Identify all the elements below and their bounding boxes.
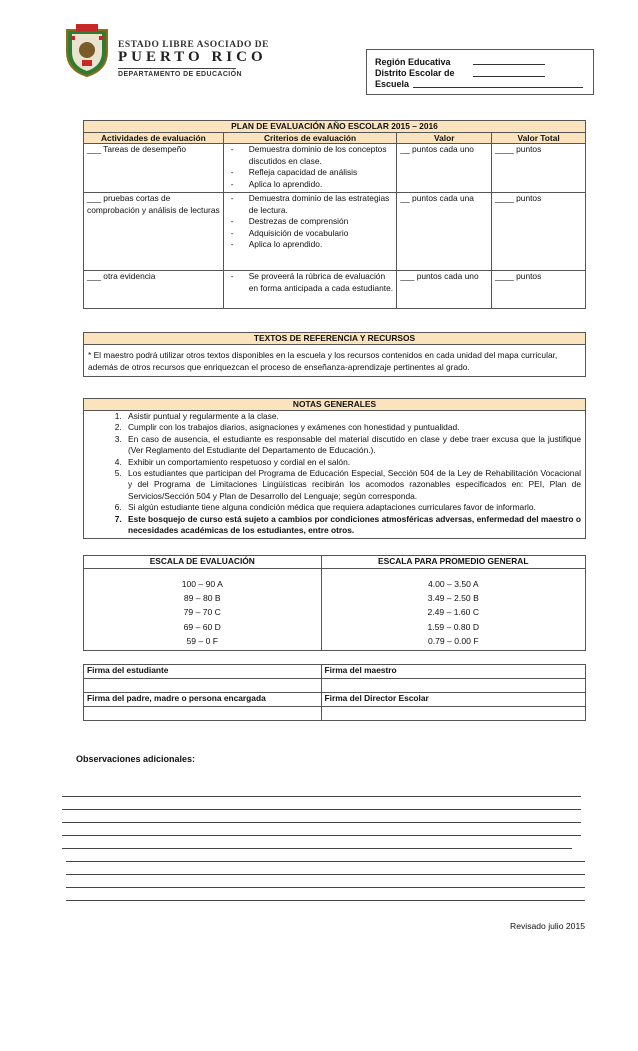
teacher-signature-label: Firma del maestro [321,665,585,679]
scale-values [84,569,322,651]
table-row [84,271,586,309]
region-label: Región Educativa [375,57,451,67]
signatures-table [83,664,586,721]
table-row [84,193,586,271]
activity-cell: ___ otra evidencia [84,271,224,309]
evaluation-plan-table [83,120,586,309]
observation-line[interactable] [66,861,585,862]
org-divider [118,68,236,69]
list-item: 4.00 – 3.50 A [427,579,479,589]
school-info-box [366,49,594,95]
observation-line[interactable] [66,887,585,888]
observations-label: Observaciones adicionales: [76,754,196,764]
observation-line[interactable] [62,809,581,810]
notes-title: NOTAS GENERALES [84,399,586,411]
value-cell: __ puntos cada una [397,193,492,271]
observation-line[interactable] [62,848,572,849]
observation-line[interactable] [62,835,581,836]
list-item: 0.79 – 0.00 F [427,635,479,646]
activity-cell: ___ pruebas cortas de comprobación y análisis de lecturas [84,193,224,271]
list-item: 89 – 80 B [183,593,221,604]
org-name-line2: PUERTO RICO [118,49,267,65]
general-notes-table [83,398,586,539]
notes-list [84,411,585,538]
district-label: Distrito Escolar de [375,68,455,78]
references-title: TEXTOS DE REFERENCIA Y RECURSOS [84,333,586,345]
list-item: 59 – 0 F [186,635,219,646]
criteria-item: - Destrezas de comprensión [227,216,394,228]
criteria-item: - Demuestra dominio de las estrategias de lectura. [227,193,394,216]
list-item: 4. Exhibir un comportamiento respetuoso y cordial en el salón. [124,457,581,468]
observation-line[interactable] [66,874,585,875]
plan-title: PLAN DE EVALUACIÓN AÑO ESCOLAR 2015 – 2016 [84,121,586,133]
observation-line[interactable] [66,900,585,901]
list-item: 7. Este bosquejo de curso está sujeto a cambios por condiciones atmosféricas adversas, enfermedad del maestro o necesidades académicas de los estudiantes, entre otros. [124,514,581,537]
list-item: 79 – 70 C [183,607,221,618]
references-body: * El maestro podrá utilizar otros textos disponibles en la escuela y los recursos contenidos en cada unidad del mapa curricular, además de otros recursos que enriquezcan el proceso de enseñanza-aprendizaje pertinentes al grado. [84,345,586,377]
parent-signature-label: Firma del padre, madre o persona encargada [84,693,322,707]
org-name-line1: ESTADO LIBRE ASOCIADO DE [118,40,269,50]
list-item: 6. Si algún estudiante tiene alguna condición médica que requiera adaptaciones curriculares favor de informarlo. [124,502,581,513]
director-signature-field[interactable] [321,707,585,721]
criteria-item: - Adquisición de vocabulario [227,228,394,240]
list-item: 1. Asistir puntual y regularmente a la clase. [124,411,581,422]
region-field[interactable] [473,64,545,65]
value-cell: ___ puntos cada uno [397,271,492,309]
criteria-item: - Demuestra dominio de los conceptos discutidos en clase. [227,144,394,167]
total-cell: ____ puntos [492,193,586,271]
col-activities: Actividades de evaluación [84,133,224,144]
criteria-item: - Aplica lo aprendido. [227,179,394,191]
total-cell: ____ puntos [492,271,586,309]
org-department: DEPARTAMENTO DE EDUCACIÓN [118,71,242,78]
list-item: 2.49 – 1.60 C [427,607,480,618]
value-cell: __ puntos cada uno [397,144,492,193]
district-field[interactable] [473,76,545,77]
school-field[interactable] [413,87,583,88]
observation-line[interactable] [62,796,581,797]
parent-signature-field[interactable] [84,707,322,721]
revision-note: Revisado julio 2015 [510,921,586,931]
list-item: 100 – 90 A [181,579,223,589]
list-item: 3. En caso de ausencia, el estudiante es responsable del material discutido en clase y debe traer excusa que la justifique (Ver Reglamento del Estudiante del Departamento de Educación.). [124,434,581,457]
list-item: 5. Los estudiantes que participan del Programa de Educación Especial, Sección 504 de la Ley de Rehabilitación Vocacional y del Programa de Limitaciones Lingüísticas recibirán los acomodos razonables especificados en: PEI, Plan de Servicios/Sección 504 y Plan de Desarrollo del Lenguaje; según corresponda. [124,468,581,502]
director-signature-label: Firma del Director Escolar [321,693,585,707]
list-item: 3.49 – 2.50 B [427,593,479,604]
average-scale-title: ESCALA PARA PROMEDIO GENERAL [321,556,585,569]
col-total: Valor Total [492,133,586,144]
school-label: Escuela [375,79,410,89]
list-item: 2. Cumplir con los trabajos diarios, asignaciones y exámenes con honestidad y puntualidad. [124,422,581,433]
student-signature-label: Firma del estudiante [84,665,322,679]
grading-scale-table [83,555,586,651]
criteria-item: - Aplica lo aprendido. [227,239,394,251]
references-table [83,332,586,377]
col-value: Valor [397,133,492,144]
teacher-signature-field[interactable] [321,679,585,693]
list-item: 1.59 – 0.80 D [427,621,480,632]
criteria-cell [223,144,397,193]
criteria-cell [223,193,397,271]
activity-cell: ___ Tareas de desempeño [84,144,224,193]
col-criteria: Criterios de evaluación [223,133,397,144]
list-item: 69 – 60 D [183,621,221,632]
total-cell: ____ puntos [492,144,586,193]
criteria-item: - Se proveerá la rúbrica de evaluación en forma anticipada a cada estudiante. [227,271,394,294]
table-row [84,144,586,193]
student-signature-field[interactable] [84,679,322,693]
criteria-item: - Refleja capacidad de análisis [227,167,394,179]
observation-line[interactable] [62,822,581,823]
criteria-cell [223,271,397,309]
scale-title: ESCALA DE EVALUACIÓN [84,556,322,569]
average-scale-values [321,569,585,651]
puerto-rico-seal-logo [62,22,112,78]
